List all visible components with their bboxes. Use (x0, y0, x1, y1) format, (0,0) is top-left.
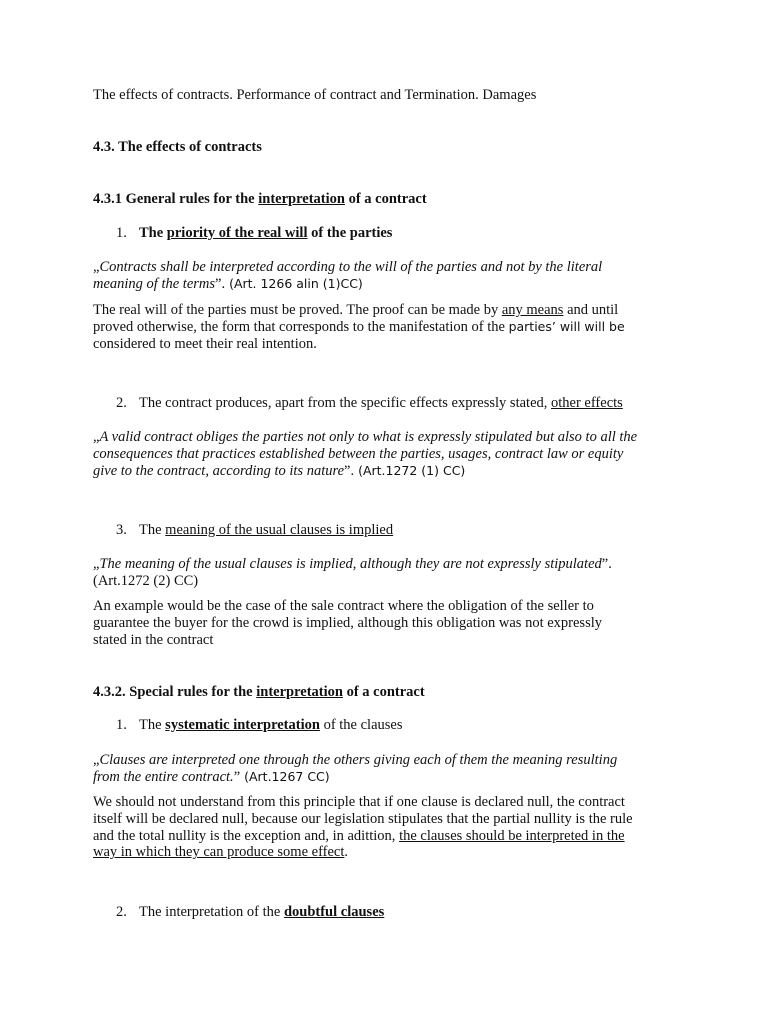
article-reference: (Art.1267 CC) (240, 768, 330, 784)
priority-real-will-emphasis: priority of the real will (166, 225, 308, 241)
list-item-doubtful-clauses: 2. The interpretation of the doubtful clauses (116, 904, 385, 920)
section-heading-4-3-2: 4.3.2. Special rules for the interpretation of a contract (93, 684, 425, 700)
list-number: 3. (116, 522, 127, 538)
list-number: 1. (116, 225, 127, 241)
quote-art-1266: „Contracts shall be interpreted according to the will of the parties and not by the literal meaning of the terms”. (Art. 1266 alin (1)CC) (93, 259, 603, 292)
section-heading-4-3: 4.3. The effects of contracts (93, 139, 262, 155)
list-number: 2. (116, 395, 127, 411)
interpretation-underlined: interpretation (258, 191, 345, 207)
doubtful-clauses-emphasis: doubtful clauses (283, 904, 385, 920)
list-number: 2. (116, 904, 127, 920)
quote-art-1267: „Clauses are interpreted one through the others giving each of them the meaning resulting from the entire contract.” (Art.1267 CC) (93, 752, 618, 785)
paragraph-partial-nullity: We should not understand from this principle that if one clause is declared null, the contract itself will be declared null, because our legislation stipulates that the partial nullity is the rule and the total nullity is the exception and, in adittion, the clauses should be interpreted in the way in which they can produce some effect. (93, 794, 633, 861)
paragraph-sale-contract-example: An example would be the case of the sale contract where the obligation of the seller to guarantee the buyer for the crowd is implied, although this obligation was not expressly stated in the contract (93, 598, 602, 648)
list-item-systematic-interpretation: 1. The systematic interpretation of the clauses (116, 717, 403, 733)
list-number: 1. (116, 717, 127, 733)
document-title: The effects of contracts. Performance of contract and Termination. Damages (93, 87, 537, 103)
interpretation-underlined: interpretation (256, 684, 343, 700)
article-reference: (Art.1272 (1) CC) (354, 462, 466, 478)
systematic-interpretation-emphasis: systematic interpretation (165, 717, 320, 733)
list-item-usual-clauses: 3. The meaning of the usual clauses is implied (116, 522, 394, 538)
quote-art-1272-1: „A valid contract obliges the parties not only to what is expressly stipulated but also to all the consequences that practices established between the parties, usages, contract law or equity give to the contract, according to its nature”. (Art.1272 (1) CC) (93, 429, 638, 479)
paragraph-real-will-proof: The real will of the parties must be proved. The proof can be made by any means and until proved otherwise, the form that corresponds to the manifestation of the parties’ will will be considered to meet their real intention. (93, 302, 625, 352)
article-reference: (Art. 1266 alin (1)CC) (225, 275, 363, 291)
list-item-priority-real-will: 1. The priority of the real will of the parties (116, 225, 393, 241)
section-heading-4-3-1: 4.3.1 General rules for the interpretation of a contract (93, 191, 427, 207)
quote-art-1272-2: „The meaning of the usual clauses is implied, although they are not expressly stipulated”. (Art.1272 (2) CC) (93, 556, 612, 589)
list-item-other-effects: 2. The contract produces, apart from the specific effects expressly stated, other effects (116, 395, 623, 411)
